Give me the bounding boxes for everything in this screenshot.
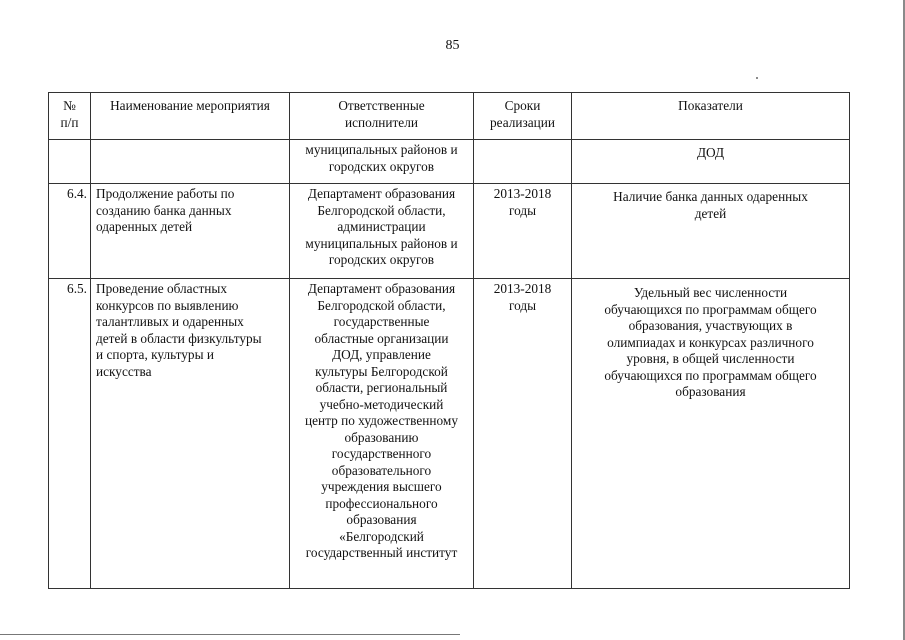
row-number (49, 140, 91, 184)
scan-speck (756, 77, 758, 79)
page-number: 85 (445, 38, 460, 53)
row-indicators: Наличие банка данных одаренных детей (572, 184, 850, 279)
row-event-name: Проведение областных конкурсов по выявлению талантливых и одаренных детей в области физкультуры и спорта, культуры и искусства (91, 279, 290, 589)
row-indicators: ДОД (572, 140, 850, 184)
header-indicators: Показатели (572, 93, 850, 140)
row-responsible: Департамент образования Белгородской области, государственные областные организации ДОД, управление культуры Белгородской области, региональный учебно-методический центр по художественному образованию государственного образовательного учреждения высшего профессионального образования «Белгородский государственный институт (290, 279, 474, 589)
row-responsible: Департамент образования Белгородской области, администрации муниципальных районов и городских округов (290, 184, 474, 279)
events-table (48, 92, 850, 589)
row-event-name (91, 140, 290, 184)
header-number: № п/п (49, 93, 91, 140)
row-indicators: Удельный вес численности обучающихся по программам общего образования, участвующих в олимпиадах и конкурсах различного уровня, в общей численности обучающихся по программам общего образования (572, 279, 850, 589)
row-term (474, 140, 572, 184)
row-number: 6.4. (49, 184, 91, 279)
row-event-name: Продолжение работы по созданию банка данных одаренных детей (91, 184, 290, 279)
header-term: Сроки реализации (474, 93, 572, 140)
table-row (49, 184, 850, 279)
table-header-row (49, 93, 850, 140)
row-number: 6.5. (49, 279, 91, 589)
row-term: 2013-2018 годы (474, 279, 572, 589)
row-term: 2013-2018 годы (474, 184, 572, 279)
footer-rule (0, 634, 460, 635)
table-row (49, 140, 850, 184)
table-row (49, 279, 850, 589)
row-responsible: муниципальных районов и городских округов (290, 140, 474, 184)
header-responsible: Ответственные исполнители (290, 93, 474, 140)
header-event-name: Наименование мероприятия (91, 93, 290, 140)
